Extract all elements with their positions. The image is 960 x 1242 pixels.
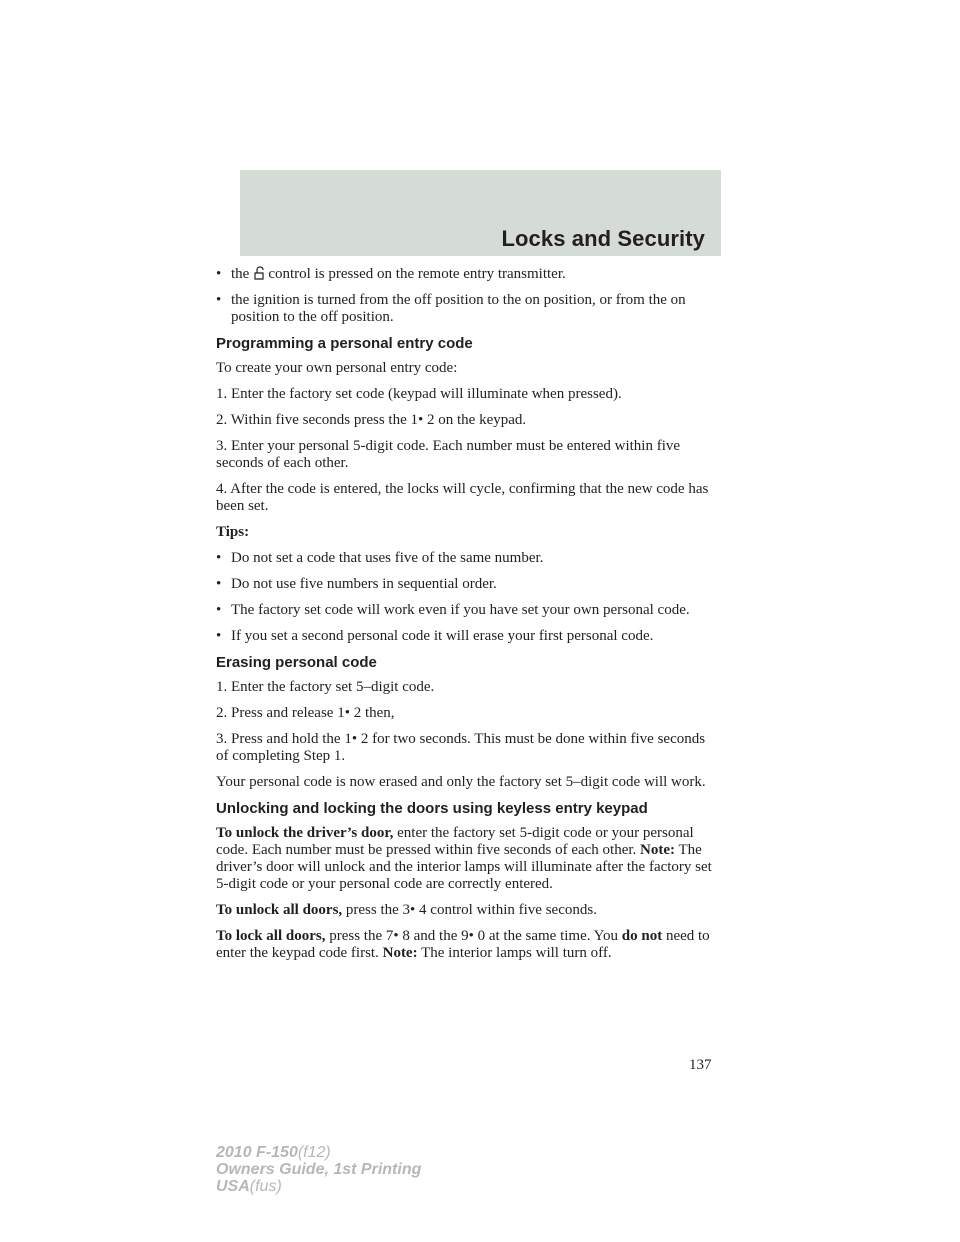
unlock-driver-label: To unlock the driver’s door,: [216, 825, 394, 841]
footer-line-3: [216, 1178, 421, 1195]
bullet-dot: •: [216, 292, 222, 308]
bullet-dot: •: [216, 266, 222, 282]
tip-item: [216, 550, 721, 567]
lock-all-label: To lock all doors,: [216, 928, 326, 944]
footer-line-1: [216, 1144, 421, 1161]
bullet-dot: •: [216, 550, 222, 566]
note-label: Note:: [640, 842, 676, 858]
erasing-step-3: 3. Press and hold the 1• 2 for two seconds. This must be done within five seconds of completing Step 1.: [216, 731, 706, 764]
tip-text: If you set a second personal code it will erase your first personal code.: [231, 628, 654, 644]
tip-text: Do not use five numbers in sequential order.: [231, 576, 497, 592]
unlock-all-label: To unlock all doors,: [216, 902, 343, 918]
heading-erasing: Erasing personal code: [216, 654, 377, 671]
bullet-dot: •: [216, 628, 222, 644]
programming-step-3: 3. Enter your personal 5-digit code. Each number must be entered within five seconds of each other.: [216, 438, 681, 471]
page-number: 137: [689, 1057, 712, 1073]
footer-region-code: (fus): [249, 1178, 282, 1195]
lock-all-text: press the 7• 8 and the 9• 0 at the same time. You: [329, 928, 619, 944]
unlock-driver-note: The driver’s door will unlock and the interior lamps will illuminate after the factory set 5-digit code or your personal code are correctly entered.: [216, 842, 712, 892]
tip-text: Do not set a code that uses five of the same number.: [231, 550, 544, 566]
footer-region: USA: [216, 1178, 250, 1195]
tip-item: [216, 628, 721, 645]
tips-label: Tips:: [216, 524, 250, 540]
bullet-dot: •: [216, 602, 222, 618]
heading-unlocking: Unlocking and locking the doors using keyless entry keypad: [216, 800, 648, 817]
programming-step-2: 2. Within five seconds press the 1• 2 on the keypad.: [216, 412, 527, 428]
bullet-text: the ignition is turned from the off position to the on position, or from the on position to the off position.: [231, 292, 686, 325]
lock-all-paragraph: [216, 928, 721, 962]
tip-text: The factory set code will work even if you have set your own personal code.: [231, 602, 690, 618]
erasing-step-2: 2. Press and release 1• 2 then,: [216, 705, 395, 721]
unlock-all-text: press the 3• 4 control within five seconds.: [345, 902, 597, 918]
footer-model-code: (f12): [297, 1144, 331, 1161]
bullet-item: [216, 292, 721, 326]
footer-model: 2010 F-150: [216, 1144, 298, 1161]
tip-item: [216, 576, 721, 593]
unlock-driver-paragraph: [216, 825, 721, 893]
bullet-text-after: control is pressed on the remote entry transmitter.: [268, 266, 566, 282]
bullet-item: [216, 266, 721, 283]
footer: [216, 1144, 421, 1195]
erasing-step-1: 1. Enter the factory set 5–digit code.: [216, 679, 435, 695]
unlock-all-paragraph: [216, 902, 721, 919]
lock-all-bold: do not: [621, 928, 663, 944]
erasing-note: Your personal code is now erased and only the factory set 5–digit code will work.: [216, 774, 706, 790]
unlock-driver-text: enter the factory set 5-digit code or your personal code. Each number must be pressed within five seconds of each other.: [216, 825, 694, 858]
heading-programming: Programming a personal entry code: [216, 335, 473, 352]
footer-guide: Owners Guide, 1st Printing: [216, 1161, 422, 1178]
page-content: [216, 266, 721, 971]
programming-step-1: 1. Enter the factory set code (keypad will illuminate when pressed).: [216, 386, 622, 402]
programming-intro: To create your own personal entry code:: [216, 360, 458, 376]
bullet-dot: •: [216, 576, 222, 592]
bullet-text-before: the: [231, 266, 250, 282]
unlock-key-icon: [252, 266, 266, 280]
lock-all-note: The interior lamps will turn off.: [421, 945, 612, 961]
section-title: Locks and Security: [501, 226, 705, 251]
programming-step-4: 4. After the code is entered, the locks will cycle, confirming that the new code has been set.: [216, 481, 709, 514]
section-header-band: [240, 170, 721, 256]
lock-all-text-2: need to enter the keypad code first.: [216, 928, 710, 961]
tip-item: [216, 602, 721, 619]
note-label: Note:: [382, 945, 418, 961]
